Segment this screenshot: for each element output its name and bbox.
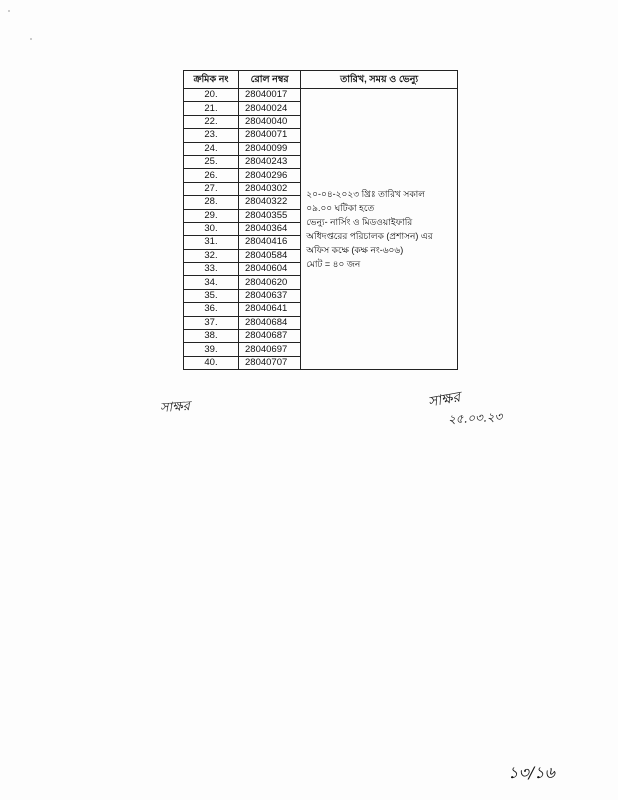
signature-left: সাক্ষর <box>159 398 191 417</box>
cell-roll-number: 28040687 <box>239 330 301 343</box>
scan-speck <box>8 10 10 12</box>
scan-speck <box>30 38 32 40</box>
cell-serial: 30. <box>184 222 239 235</box>
venue-text-block <box>304 187 454 271</box>
roll-number-table <box>183 70 458 370</box>
cell-roll-number: 28040684 <box>239 316 301 329</box>
venue-line: মোট = ৪০ জন <box>306 259 361 270</box>
cell-serial: 25. <box>184 155 239 168</box>
cell-serial: 31. <box>184 236 239 249</box>
signature-right: সাক্ষর <box>426 389 462 411</box>
cell-serial: 23. <box>184 129 239 142</box>
cell-roll-number: 28040322 <box>239 196 301 209</box>
cell-serial: 37. <box>184 316 239 329</box>
table-header-row <box>184 71 458 89</box>
cell-serial: 36. <box>184 303 239 316</box>
cell-roll-number: 28040641 <box>239 303 301 316</box>
cell-serial: 21. <box>184 102 239 115</box>
cell-roll-number: 28040620 <box>239 276 301 289</box>
cell-roll-number: 28040040 <box>239 115 301 128</box>
cell-serial: 40. <box>184 356 239 369</box>
cell-serial: 27. <box>184 182 239 195</box>
cell-roll-number: 28040243 <box>239 155 301 168</box>
cell-roll-number: 28040637 <box>239 289 301 302</box>
cell-roll-number: 28040099 <box>239 142 301 155</box>
cell-venue-details <box>301 89 458 370</box>
cell-roll-number: 28040707 <box>239 356 301 369</box>
page-number: ১৩/১৬ <box>508 763 555 782</box>
cell-serial: 33. <box>184 263 239 276</box>
cell-serial: 38. <box>184 330 239 343</box>
venue-line: অফিস কক্ষে (কক্ষ নং-৬০৬) <box>306 245 404 256</box>
venue-line: ২০-০৪-২০২৩ খ্রিঃ তারিখ সকাল <box>306 189 425 200</box>
cell-serial: 22. <box>184 115 239 128</box>
cell-roll-number: 28040604 <box>239 263 301 276</box>
venue-line: ০৯.০০ ঘটিকা হতে <box>306 203 375 214</box>
cell-roll-number: 28040355 <box>239 209 301 222</box>
header-venue: তারিখ, সময় ও ভেন্যু <box>301 71 458 89</box>
cell-serial: 28. <box>184 196 239 209</box>
cell-roll-number: 28040017 <box>239 89 301 102</box>
signature-date: ২৫.০৩.২৩ <box>447 409 503 427</box>
header-roll: রোল নম্বর <box>239 71 301 89</box>
cell-roll-number: 28040302 <box>239 182 301 195</box>
header-serial: ক্রমিক নং <box>184 71 239 89</box>
venue-line: ভেন্যু- নার্সিং ও মিডওয়াইফারি <box>306 217 413 228</box>
cell-serial: 39. <box>184 343 239 356</box>
cell-roll-number: 28040296 <box>239 169 301 182</box>
cell-serial: 26. <box>184 169 239 182</box>
cell-roll-number: 28040416 <box>239 236 301 249</box>
cell-serial: 20. <box>184 89 239 102</box>
cell-serial: 32. <box>184 249 239 262</box>
cell-roll-number: 28040364 <box>239 222 301 235</box>
cell-serial: 35. <box>184 289 239 302</box>
cell-roll-number: 28040024 <box>239 102 301 115</box>
table-row <box>184 89 458 102</box>
cell-serial: 29. <box>184 209 239 222</box>
venue-line: অধিদপ্তরের পরিচালক (প্রশাসন) এর <box>306 231 433 242</box>
cell-roll-number: 28040584 <box>239 249 301 262</box>
table-body <box>184 89 458 370</box>
cell-roll-number: 28040697 <box>239 343 301 356</box>
cell-serial: 24. <box>184 142 239 155</box>
cell-roll-number: 28040071 <box>239 129 301 142</box>
cell-serial: 34. <box>184 276 239 289</box>
